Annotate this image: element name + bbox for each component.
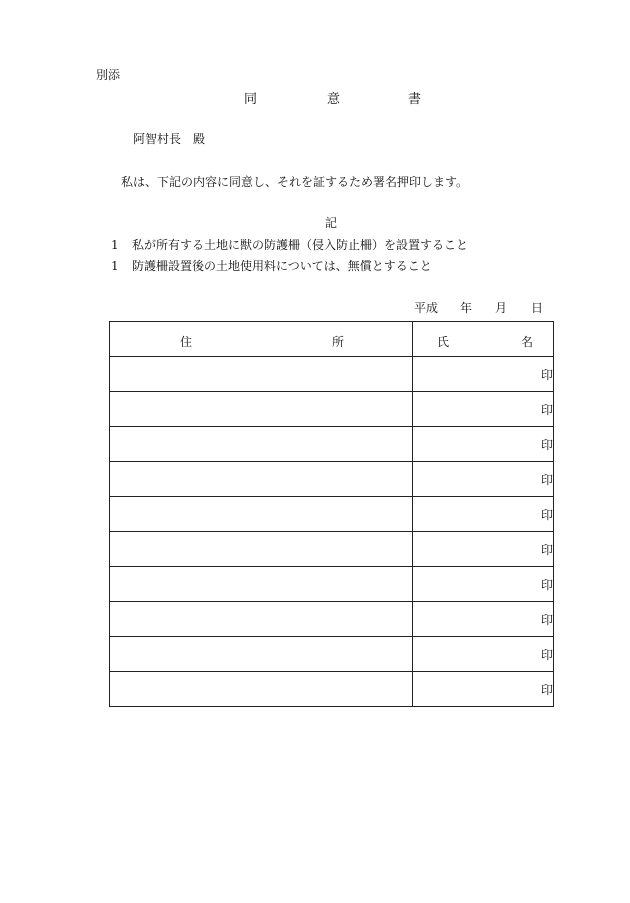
seal-label: 印: [540, 577, 553, 592]
table-row: [110, 427, 554, 462]
name-column-header: [413, 322, 554, 357]
table-header-row: [110, 322, 554, 357]
consent-statement: 私は、下記の内容に同意し、それを証するため署名押印します。: [121, 175, 469, 189]
date-year: 年: [460, 301, 473, 315]
name-seal-cell[interactable]: [413, 497, 554, 532]
name-seal-cell[interactable]: [413, 602, 554, 637]
name-seal-cell[interactable]: [413, 427, 554, 462]
name-seal-cell[interactable]: [413, 462, 554, 497]
item-number: 1: [111, 259, 119, 273]
address-cell[interactable]: [110, 427, 413, 462]
seal-label: 印: [540, 507, 553, 522]
seal-label: 印: [540, 437, 553, 452]
seal-label: 印: [540, 612, 553, 627]
address-cell[interactable]: [110, 532, 413, 567]
title-char: 意: [327, 92, 341, 107]
table-row: [110, 672, 554, 707]
seal-label: 印: [540, 647, 553, 662]
address-cell[interactable]: [110, 497, 413, 532]
item-number: 1: [111, 238, 119, 252]
table-row: [110, 567, 554, 602]
address-cell[interactable]: [110, 602, 413, 637]
header-char: 名: [521, 335, 534, 349]
address-column-header: [110, 322, 413, 357]
date-era: 平成: [414, 301, 439, 315]
address-cell[interactable]: [110, 357, 413, 392]
table-row: [110, 497, 554, 532]
table-row: [110, 602, 554, 637]
seal-label: 印: [540, 682, 553, 697]
name-seal-cell[interactable]: [413, 567, 554, 602]
title-char: 同: [244, 92, 258, 107]
name-seal-cell[interactable]: [413, 357, 554, 392]
consent-item: [111, 236, 468, 253]
attachment-label: 別添: [96, 68, 121, 82]
item-text: 私が所有する土地に獣の防護柵（侵入防止柵）を設置すること: [132, 238, 469, 252]
signature-table: [109, 321, 554, 707]
address-cell[interactable]: [110, 672, 413, 707]
address-cell[interactable]: [110, 637, 413, 672]
table-row: [110, 462, 554, 497]
name-seal-cell[interactable]: [413, 532, 554, 567]
document-title: [230, 88, 430, 106]
table-row: [110, 637, 554, 672]
name-seal-cell[interactable]: [413, 392, 554, 427]
seal-label: 印: [540, 542, 553, 557]
header-char: 所: [332, 335, 345, 349]
header-char: 氏: [437, 335, 450, 349]
item-text: 防護柵設置後の土地使用料については、無償とすること: [132, 259, 432, 273]
address-cell[interactable]: [110, 567, 413, 602]
date-day: 日: [531, 301, 544, 315]
address-cell[interactable]: [110, 392, 413, 427]
name-seal-cell[interactable]: [413, 672, 554, 707]
table-row: [110, 392, 554, 427]
addressee: 阿智村長 殿: [133, 132, 206, 146]
consent-item: [111, 257, 432, 274]
ki-heading: 記: [325, 216, 338, 230]
table-row: [110, 532, 554, 567]
date-month: 月: [495, 301, 508, 315]
name-seal-cell[interactable]: [413, 637, 554, 672]
seal-label: 印: [540, 367, 553, 382]
seal-label: 印: [540, 402, 553, 417]
table-row: [110, 357, 554, 392]
title-char: 書: [408, 92, 422, 107]
seal-label: 印: [540, 472, 553, 487]
header-char: 住: [180, 335, 193, 349]
address-cell[interactable]: [110, 462, 413, 497]
